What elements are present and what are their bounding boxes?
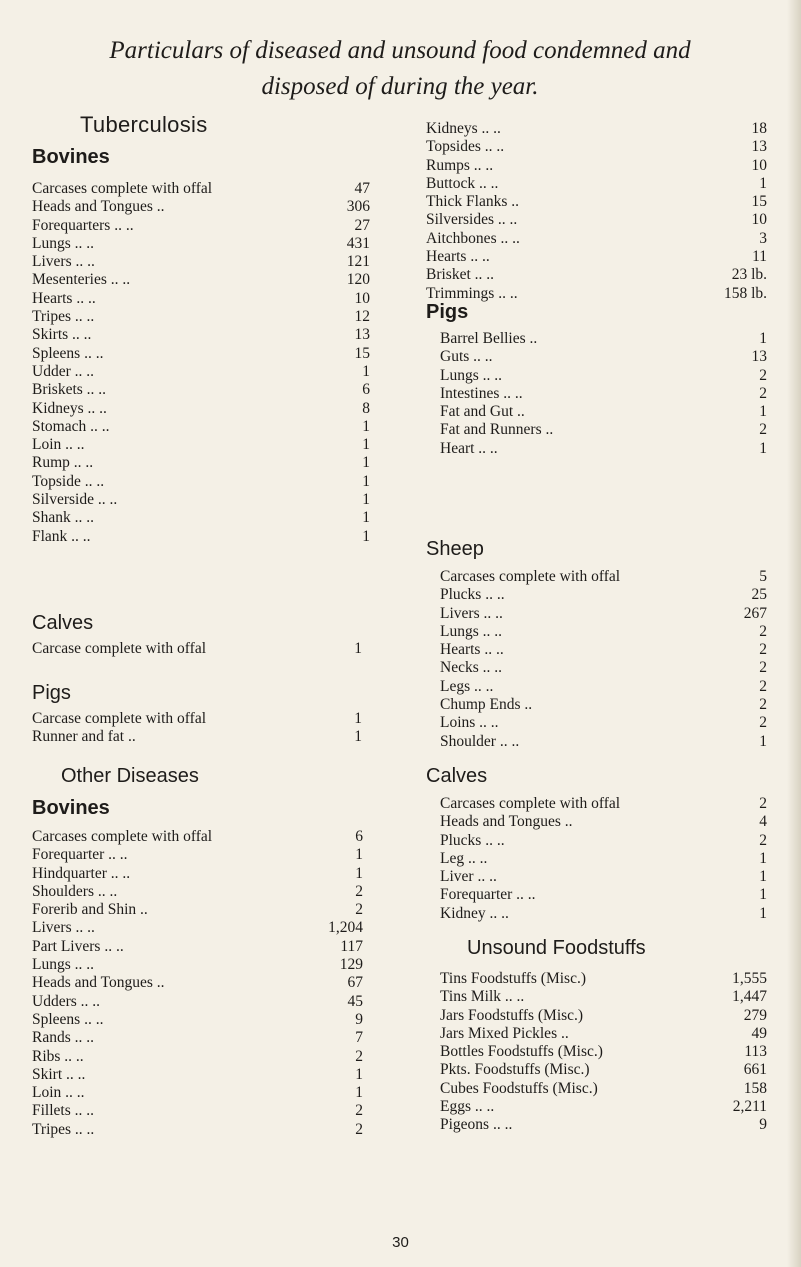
list-item <box>32 865 363 883</box>
tuberculosis-heading: Tuberculosis <box>80 112 208 137</box>
list-item <box>32 883 363 901</box>
list-item <box>440 813 767 831</box>
item-label: Forequarter .. .. <box>32 846 128 864</box>
item-count: 8 <box>362 399 370 417</box>
item-label: Livers .. .. <box>32 919 95 937</box>
item-count: 1 <box>362 509 370 527</box>
list-item <box>32 418 370 436</box>
item-label: Skirt .. .. <box>32 1065 86 1083</box>
item-label: Kidney .. .. <box>440 904 509 922</box>
list-item <box>426 193 767 211</box>
item-count: 1 <box>355 1065 363 1083</box>
item-count: 2 <box>355 1047 363 1065</box>
item-count: 2 <box>759 696 767 714</box>
list-item <box>32 728 362 746</box>
unsound-foodstuffs-list <box>440 970 767 1135</box>
list-item <box>440 440 767 458</box>
item-count: 67 <box>347 974 363 992</box>
item-count: 113 <box>744 1043 767 1061</box>
item-label: Aitchbones .. .. <box>426 229 520 247</box>
list-item <box>426 157 767 175</box>
list-item <box>440 385 767 403</box>
item-label: Silverside .. .. <box>32 491 118 509</box>
item-label: Fillets .. .. <box>32 1102 95 1120</box>
list-item <box>32 235 370 253</box>
list-item <box>32 901 363 919</box>
item-label: Topsides .. .. <box>426 138 505 156</box>
item-count: 267 <box>743 604 767 622</box>
list-item <box>426 120 767 138</box>
item-label: Loin .. .. <box>32 436 85 454</box>
item-label: Carcase complete with offal <box>32 710 207 727</box>
tb-bovines-heading: Bovines <box>32 146 110 168</box>
list-item <box>32 454 370 472</box>
item-label: Eggs .. .. <box>440 1098 495 1116</box>
item-label: Tins Milk .. .. <box>440 988 525 1006</box>
list-item <box>32 217 370 235</box>
item-count: 158 lb. <box>723 284 767 302</box>
item-count: 23 lb. <box>731 266 767 284</box>
item-label: Forerib and Shin .. <box>32 901 148 919</box>
item-count: 2 <box>759 831 767 849</box>
item-label: Necks .. .. <box>440 659 502 677</box>
item-label: Jars Mixed Pickles .. <box>440 1024 569 1042</box>
item-label: Carcases complete with offal <box>440 795 621 812</box>
item-count: 2 <box>759 641 767 659</box>
item-label: Lungs .. .. <box>440 622 502 640</box>
item-label: Spleens .. .. <box>32 344 104 362</box>
item-label: Jars Foodstuffs (Misc.) <box>440 1006 584 1024</box>
list-item <box>440 850 767 868</box>
item-count: 5 <box>759 568 767 585</box>
list-item <box>440 330 767 348</box>
item-count: 1 <box>354 710 362 727</box>
list-item <box>32 1066 363 1084</box>
list-item <box>32 509 370 527</box>
list-item <box>32 198 370 216</box>
list-item <box>440 832 767 850</box>
list-item <box>32 1011 363 1029</box>
item-label: Intestines .. .. <box>440 384 523 402</box>
item-count: 431 <box>346 234 370 252</box>
item-label: Fat and Gut .. <box>440 403 525 421</box>
item-count: 1 <box>362 454 370 472</box>
list-item <box>440 1098 767 1116</box>
list-item <box>426 266 767 284</box>
item-count: 11 <box>752 248 767 266</box>
list-item <box>32 1102 363 1120</box>
list-item <box>32 828 363 846</box>
item-count: 45 <box>347 992 363 1010</box>
item-count: 1 <box>355 1084 363 1102</box>
od-bovines-list <box>32 828 363 1139</box>
item-count: 1 <box>355 846 363 864</box>
item-label: Cubes Foodstuffs (Misc.) <box>440 1079 598 1097</box>
item-count: 13 <box>751 138 767 156</box>
item-label: Loin .. .. <box>32 1084 85 1102</box>
list-item <box>32 473 370 491</box>
item-label: Tins Foodstuffs (Misc.) <box>440 970 586 987</box>
list-item <box>440 733 767 751</box>
list-item <box>426 285 767 303</box>
item-count: 1 <box>759 904 767 922</box>
list-item <box>32 1048 363 1066</box>
item-label: Fat and Runners .. <box>440 421 554 439</box>
list-item <box>32 363 370 381</box>
list-item <box>426 138 767 156</box>
list-item <box>32 326 370 344</box>
list-item <box>440 605 767 623</box>
item-label: Runner and fat .. <box>32 728 136 746</box>
item-count: 6 <box>362 381 370 399</box>
item-label: Brisket .. .. <box>426 266 495 284</box>
list-item <box>32 974 363 992</box>
list-item <box>426 211 767 229</box>
item-count: 2 <box>759 366 767 384</box>
item-label: Heart .. .. <box>440 439 498 457</box>
list-item <box>440 970 767 988</box>
item-count: 2,211 <box>732 1098 767 1116</box>
list-item <box>32 919 363 937</box>
item-count: 13 <box>354 326 370 344</box>
item-count: 1 <box>354 728 362 746</box>
item-label: Stomach .. .. <box>32 417 110 435</box>
item-label: Carcases complete with offal <box>440 568 621 585</box>
item-count: 279 <box>743 1006 767 1024</box>
item-count: 2 <box>355 1120 363 1138</box>
list-item <box>32 253 370 271</box>
item-count: 1 <box>362 417 370 435</box>
item-count: 1 <box>355 864 363 882</box>
item-label: Rump .. .. <box>32 454 94 472</box>
item-count: 1 <box>362 527 370 545</box>
tb-calves-list <box>32 640 362 658</box>
item-count: 12 <box>354 308 370 326</box>
item-label: Loins .. .. <box>440 714 499 732</box>
item-label: Pigeons .. .. <box>440 1116 513 1134</box>
item-count: 1 <box>759 868 767 886</box>
od-calves-list <box>440 795 767 923</box>
item-label: Legs .. .. <box>440 677 494 695</box>
list-item <box>32 938 363 956</box>
item-label: Plucks .. .. <box>440 831 505 849</box>
list-item <box>32 180 370 198</box>
list-item <box>440 988 767 1006</box>
list-item <box>32 956 363 974</box>
list-item <box>440 1043 767 1061</box>
item-count: 9 <box>759 1116 767 1134</box>
tb-bovines-continued-list <box>426 120 767 303</box>
item-count: 27 <box>354 216 370 234</box>
tb-pigs-continued-list <box>440 330 767 458</box>
item-label: Barrel Bellies .. <box>440 330 538 347</box>
item-label: Shoulders .. .. <box>32 882 118 900</box>
list-item <box>32 308 370 326</box>
list-item <box>426 248 767 266</box>
list-item <box>440 678 767 696</box>
item-count: 1,555 <box>732 970 767 987</box>
item-label: Leg .. .. <box>440 849 488 867</box>
list-item <box>32 640 362 658</box>
page-number: 30 <box>392 1234 409 1251</box>
item-count: 10 <box>751 211 767 229</box>
item-count: 1 <box>759 330 767 347</box>
tb-sheep-list <box>440 568 767 751</box>
item-label: Heads and Tongues .. <box>32 198 165 216</box>
tb-bovines-list <box>32 180 370 546</box>
item-label: Carcase complete with offal <box>32 640 207 657</box>
item-label: Heads and Tongues .. <box>440 813 573 831</box>
list-item <box>440 586 767 604</box>
item-count: 1 <box>362 491 370 509</box>
item-label: Kidneys .. .. <box>32 399 107 417</box>
item-count: 1 <box>759 174 767 192</box>
od-bovines-heading: Bovines <box>32 797 110 819</box>
item-count: 1 <box>759 732 767 750</box>
list-item <box>440 868 767 886</box>
tb-pigs-heading: Pigs <box>32 682 71 704</box>
list-item <box>440 421 767 439</box>
list-item <box>32 846 363 864</box>
item-count: 1 <box>759 886 767 904</box>
item-count: 121 <box>346 253 370 271</box>
item-label: Pkts. Foodstuffs (Misc.) <box>440 1061 590 1079</box>
item-count: 2 <box>355 1102 363 1120</box>
item-label: Spleens .. .. <box>32 1010 104 1028</box>
list-item <box>440 795 767 813</box>
list-item <box>440 348 767 366</box>
item-count: 1 <box>759 439 767 457</box>
item-label: Tripes .. .. <box>32 308 95 326</box>
item-count: 3 <box>759 229 767 247</box>
item-count: 7 <box>355 1029 363 1047</box>
item-count: 9 <box>355 1010 363 1028</box>
list-item <box>32 1121 363 1139</box>
item-label: Carcases complete with offal <box>32 180 213 197</box>
tb-sheep-heading: Sheep <box>426 538 484 560</box>
item-label: Rands .. .. <box>32 1029 94 1047</box>
item-count: 2 <box>759 714 767 732</box>
item-count: 47 <box>354 180 370 197</box>
list-item <box>32 400 370 418</box>
item-count: 25 <box>751 586 767 604</box>
item-label: Ribs .. .. <box>32 1047 84 1065</box>
list-item <box>32 491 370 509</box>
item-label: Flank .. .. <box>32 527 91 545</box>
list-item <box>32 345 370 363</box>
item-count: 1,204 <box>328 919 363 937</box>
item-count: 49 <box>751 1024 767 1042</box>
item-label: Udders .. .. <box>32 992 101 1010</box>
od-calves-heading: Calves <box>426 765 488 787</box>
page-edge-shadow <box>787 0 801 1267</box>
item-label: Forequarter .. .. <box>440 886 536 904</box>
item-label: Lungs .. .. <box>32 956 94 974</box>
list-item <box>426 230 767 248</box>
list-item <box>32 436 370 454</box>
item-count: 2 <box>759 384 767 402</box>
list-item <box>426 175 767 193</box>
list-item <box>440 367 767 385</box>
item-label: Carcases complete with offal <box>32 828 213 845</box>
list-item <box>440 1025 767 1043</box>
item-label: Briskets .. .. <box>32 381 107 399</box>
list-item <box>32 993 363 1011</box>
item-count: 1 <box>362 362 370 380</box>
item-label: Topside .. .. <box>32 472 105 490</box>
item-label: Liver .. .. <box>440 868 497 886</box>
item-label: Hearts .. .. <box>426 248 490 266</box>
item-count: 2 <box>355 882 363 900</box>
item-count: 2 <box>355 901 363 919</box>
item-count: 10 <box>354 289 370 307</box>
list-item <box>32 1029 363 1047</box>
item-label: Hearts .. .. <box>32 289 96 307</box>
item-count: 306 <box>346 198 370 216</box>
item-label: Tripes .. .. <box>32 1120 95 1138</box>
item-count: 1 <box>362 436 370 454</box>
item-count: 2 <box>759 795 767 812</box>
tb-calves-heading: Calves <box>32 612 94 634</box>
item-label: Guts .. .. <box>440 348 493 366</box>
item-count: 120 <box>346 271 370 289</box>
item-label: Lungs .. .. <box>440 366 502 384</box>
tb-pigs-list <box>32 710 362 747</box>
item-count: 1 <box>759 403 767 421</box>
item-label: Hindquarter .. .. <box>32 864 131 882</box>
tb-pigs-continued-heading: Pigs <box>426 301 469 323</box>
item-count: 15 <box>354 344 370 362</box>
page-title-line-1: Particulars of diseased and unsound food condemned and <box>109 37 691 64</box>
list-item <box>32 1084 363 1102</box>
item-label: Thick Flanks .. <box>426 193 519 211</box>
item-count: 1 <box>759 849 767 867</box>
item-label: Mesenteries .. .. <box>32 271 131 289</box>
item-count: 129 <box>339 956 363 974</box>
other-diseases-heading: Other Diseases <box>61 765 199 787</box>
item-count: 2 <box>759 659 767 677</box>
list-item <box>440 905 767 923</box>
item-label: Plucks .. .. <box>440 586 505 604</box>
item-count: 15 <box>751 193 767 211</box>
item-count: 13 <box>751 348 767 366</box>
item-count: 2 <box>759 421 767 439</box>
item-label: Heads and Tongues .. <box>32 974 165 992</box>
list-item <box>32 528 370 546</box>
item-label: Shoulder .. .. <box>440 732 520 750</box>
item-count: 10 <box>751 156 767 174</box>
list-item <box>440 1061 767 1079</box>
list-item <box>440 641 767 659</box>
item-count: 6 <box>355 828 363 845</box>
item-label: Shank .. .. <box>32 509 94 527</box>
page-title-line-2: disposed of during the year. <box>261 73 539 100</box>
item-label: Silversides .. .. <box>426 211 518 229</box>
item-label: Trimmings .. .. <box>426 284 518 302</box>
list-item <box>32 290 370 308</box>
list-item <box>440 1007 767 1025</box>
item-count: 4 <box>759 813 767 831</box>
list-item <box>440 714 767 732</box>
item-label: Udder .. .. <box>32 362 94 380</box>
list-item <box>440 623 767 641</box>
list-item <box>440 696 767 714</box>
item-count: 158 <box>743 1079 767 1097</box>
list-item <box>32 710 362 728</box>
item-label: Buttock .. .. <box>426 174 499 192</box>
unsound-foodstuffs-heading: Unsound Foodstuffs <box>467 937 646 959</box>
item-label: Livers .. .. <box>440 604 503 622</box>
item-label: Forequarters .. .. <box>32 216 134 234</box>
item-label: Lungs .. .. <box>32 234 94 252</box>
list-item <box>440 1116 767 1134</box>
item-count: 661 <box>743 1061 767 1079</box>
list-item <box>440 659 767 677</box>
item-label: Bottles Foodstuffs (Misc.) <box>440 1043 603 1061</box>
list-item <box>440 568 767 586</box>
item-label: Livers .. .. <box>32 253 95 271</box>
list-item <box>32 381 370 399</box>
list-item <box>440 886 767 904</box>
list-item <box>440 1080 767 1098</box>
item-label: Kidneys .. .. <box>426 120 501 137</box>
item-count: 2 <box>759 622 767 640</box>
item-count: 2 <box>759 677 767 695</box>
item-label: Skirts .. .. <box>32 326 92 344</box>
item-count: 18 <box>751 120 767 137</box>
item-count: 1 <box>354 640 362 657</box>
list-item <box>32 271 370 289</box>
list-item <box>440 403 767 421</box>
item-count: 1,447 <box>732 988 767 1006</box>
item-count: 1 <box>362 472 370 490</box>
item-label: Chump Ends .. <box>440 696 533 714</box>
item-label: Part Livers .. .. <box>32 937 124 955</box>
item-label: Hearts .. .. <box>440 641 504 659</box>
item-label: Rumps .. .. <box>426 156 494 174</box>
item-count: 117 <box>340 937 363 955</box>
